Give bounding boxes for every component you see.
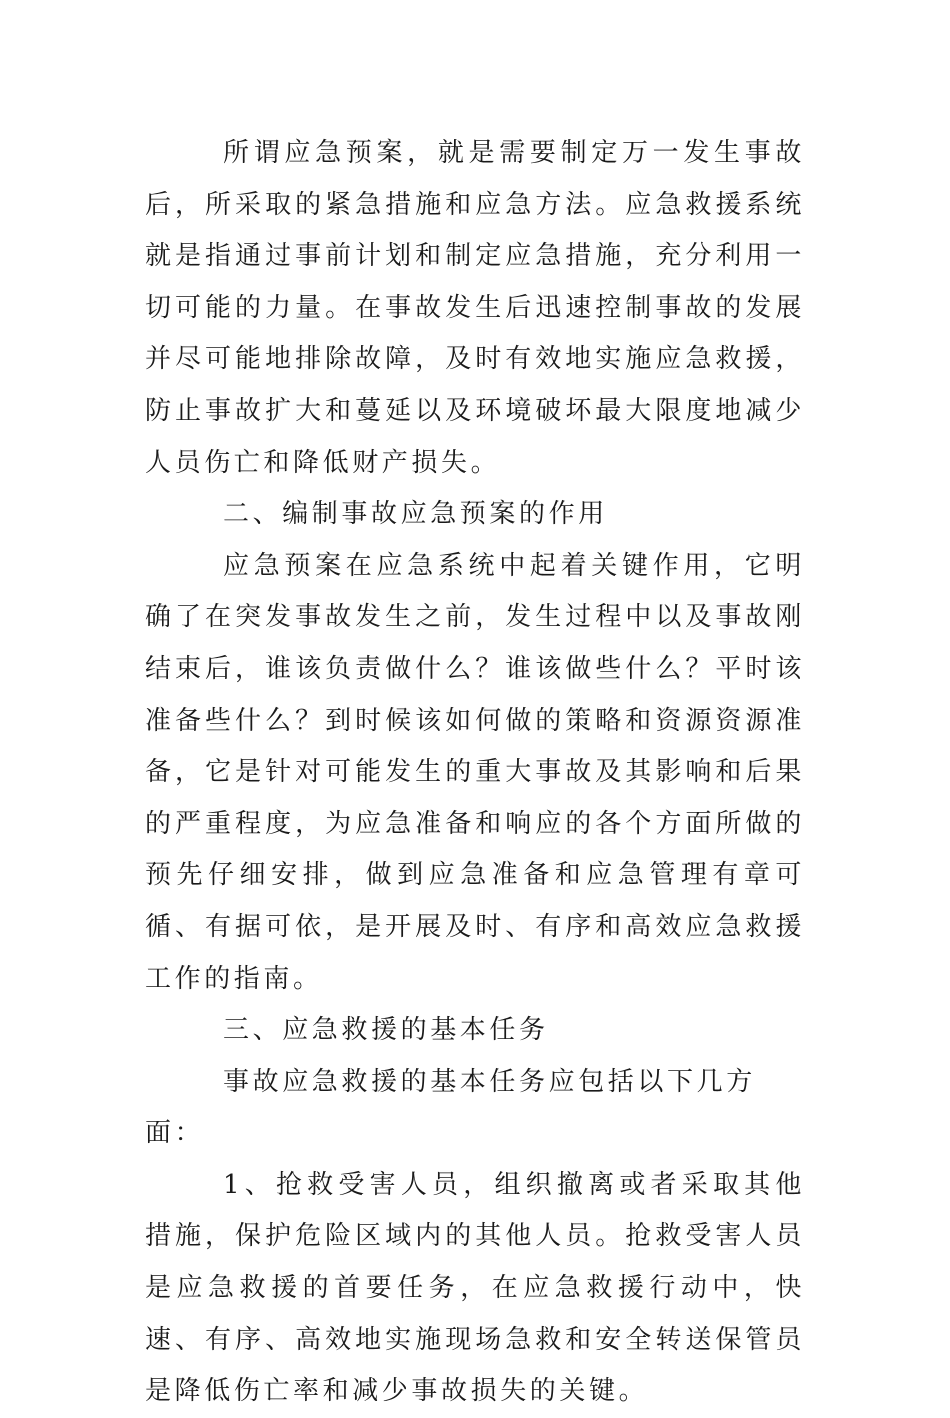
paragraph-role-of-plan: 应急预案在应急系统中起着关键作用，它明确了在突发事故发生之前，发生过程中以及事故刚结束后，谁该负责做什么？谁该做些什么？平时该准备些什么？到时候该如何做的策略和资源资源准备，它是针对可能发生的重大事故及其影响和后果的严重程度，为应急准备和响应的各个方面所做的预先仔细安排，做到应急准备和应急管理有章可循、有据可依，是开展及时、有序和高效应急救援工作的指南。 bbox=[145, 550, 805, 994]
document-body bbox=[145, 128, 805, 1418]
paragraph-task-1-rescue: 1、抢救受害人员，组织撤离或者采取其他措施，保护危险区域内的其他人员。抢救受害人员是应急救援的首要任务，在应急救援行动中，快速、有序、高效地实施现场急救和安全转送保管员是降低伤亡率和减少事故损失的关键。 bbox=[145, 1169, 805, 1407]
paragraph-basic-tasks-intro: 事故应急救援的基本任务应包括以下几方面： bbox=[145, 1066, 756, 1149]
section-heading-role-of-plan: 二、编制事故应急预案的作用 bbox=[223, 499, 608, 530]
paragraph-emergency-plan-definition: 所谓应急预案，就是需要制定万一发生事故后，所采取的紧急措施和应急方法。应急救援系统就是指通过事前计划和制定应急措施，充分利用一切可能的力量。在事故发生后迅速控制事故的发展并尽可能地排除故障，及时有效地实施应急救援，防止事故扩大和蔓延以及环境破坏最大限度地减少人员伤亡和降低财产损失。 bbox=[145, 138, 805, 478]
section-heading-basic-tasks: 三、应急救援的基本任务 bbox=[223, 1015, 549, 1046]
